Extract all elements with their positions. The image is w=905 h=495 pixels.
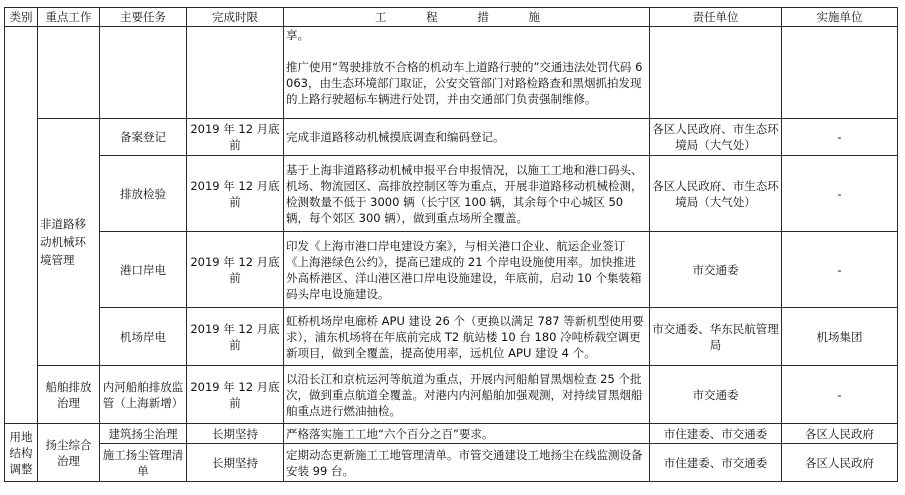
implementing-cell: - [782, 366, 898, 424]
implementing-cell: 机场集团 [782, 308, 898, 366]
implementing-cell: 各区人民政府 [782, 444, 898, 482]
measure-cell: 基于上海非道路移动机械申报平台申报情况，以施工工地和港口码头、机场、物流园区、高排放控制区等为重点，开展非道路移动机械检测，检测数量不低于 3000 辆（长宁区 100 辆，其余每个中心城区 50 辆，每个郊区 300 辆），做到重点场所全覆盖。 [284, 156, 650, 232]
measure-text: 推广使用“驾驶排放不合格的机动车上道路行驶的”交通违法处罚代码 6063，由生态环境部门取证，公安交管部门对路检路查和黑烟抓拍发现的上路行驶超标车辆进行处罚，并由交通部门负责强制维修。 [286, 60, 643, 106]
implementing-cell: - [782, 232, 898, 308]
implementing-cell: - [782, 156, 898, 232]
header-deadline: 完成时限 [187, 8, 284, 27]
task-cell: 机场岸电 [100, 308, 187, 366]
responsible-cell: 市交通委 [650, 366, 782, 424]
deadline-cell: 2019 年 12 月底前 [187, 366, 284, 424]
category-land-use: 用地结构调整 [5, 424, 38, 482]
task-cell: 排放检验 [100, 156, 187, 232]
header-row [5, 8, 898, 27]
task-cell: 施工扬尘管理清单 [100, 444, 187, 482]
measure-cell: 以沿长江和京杭运河等航道为重点，开展内河船舶冒黑烟检查 25 个批次，做到重点航道全覆盖。对港内内河船舶加强观测，对持续冒黑烟船舶重点进行燃油抽检。 [284, 366, 650, 424]
key-work-ship: 船舶排放治理 [38, 366, 100, 424]
responsible-cell: 市交通委 [650, 232, 782, 308]
implementing-cell: - [782, 119, 898, 156]
header-implementing: 实施单位 [782, 8, 898, 27]
table-row [5, 444, 898, 482]
header-responsible: 责任单位 [650, 8, 782, 27]
measure-cell: 完成非道路移动机械摸底调查和编码登记。 [284, 119, 650, 156]
work-plan-table [4, 7, 898, 482]
header-category: 类别 [5, 8, 38, 27]
deadline-cell: 2019 年 12 月底前 [187, 232, 284, 308]
responsible-cell: 市交通委、华东民航管理局 [650, 308, 782, 366]
implementing-cell [782, 27, 898, 119]
deadline-cell [187, 27, 284, 119]
deadline-cell: 2019 年 12 月底前 [187, 308, 284, 366]
measure-cell: 定期动态更新施工工地管理清单。市管交通建设工地扬尘在线监测设备安装 99 台。 [284, 444, 650, 482]
header-main-task: 主要任务 [100, 8, 187, 27]
responsible-cell: 各区人民政府、市生态环境局（大气处） [650, 156, 782, 232]
table-row [5, 308, 898, 366]
measure-cell: 严格落实施工工地“六个百分之百”要求。 [284, 424, 650, 444]
table-row [5, 232, 898, 308]
table-row [5, 156, 898, 232]
key-work-dust: 扬尘综合治理 [38, 424, 100, 482]
key-work-nonroad: 非道路移动机械环境管理 [38, 119, 100, 366]
responsible-cell: 市住建委、市交通委 [650, 444, 782, 482]
deadline-cell: 2019 年 12 月底前 [187, 156, 284, 232]
table-row [5, 119, 898, 156]
task-cell: 备案登记 [100, 119, 187, 156]
task-cell: 港口岸电 [100, 232, 187, 308]
responsible-cell: 各区人民政府、市生态环境局（大气处） [650, 119, 782, 156]
deadline-cell: 长期坚持 [187, 444, 284, 482]
task-cell [100, 27, 187, 119]
measure-text: 享。 [286, 28, 309, 42]
measure-cell [284, 27, 650, 119]
task-cell: 建筑扬尘治理 [100, 424, 187, 444]
category-cell [5, 27, 38, 424]
measure-cell: 印发《上海市港口岸电建设方案》，与相关港口企业、航运企业签订《上海港绿色公约》，提高已建成的 21 个岸电设施使用率。加快推进外高桥港区、洋山港区港口岸电设施建设，年底前，启动 10 个集装箱码头岸电设施建设。 [284, 232, 650, 308]
header-measures: 工 程 措 施 [284, 8, 650, 27]
key-work-cell [38, 27, 100, 119]
table-row [5, 366, 898, 424]
task-cell: 内河船舶排放监管（上海新增） [100, 366, 187, 424]
measure-cell: 虹桥机场岸电廊桥 APU 建设 26 个（更换以满足 787 等新机型使用要求），浦东机场将在年底前完成 T2 航站楼 10 台 180 冷吨桥载空调更新项目，做到全覆盖，提高使用率，远机位 APU 建设 4 个。 [284, 308, 650, 366]
deadline-cell: 长期坚持 [187, 424, 284, 444]
deadline-cell: 2019 年 12 月底前 [187, 119, 284, 156]
responsible-cell: 市住建委、市交通委 [650, 424, 782, 444]
table-row [5, 27, 898, 119]
responsible-cell [650, 27, 782, 119]
header-key-work: 重点工作 [38, 8, 100, 27]
table-row [5, 424, 898, 444]
implementing-cell: 各区人民政府 [782, 424, 898, 444]
